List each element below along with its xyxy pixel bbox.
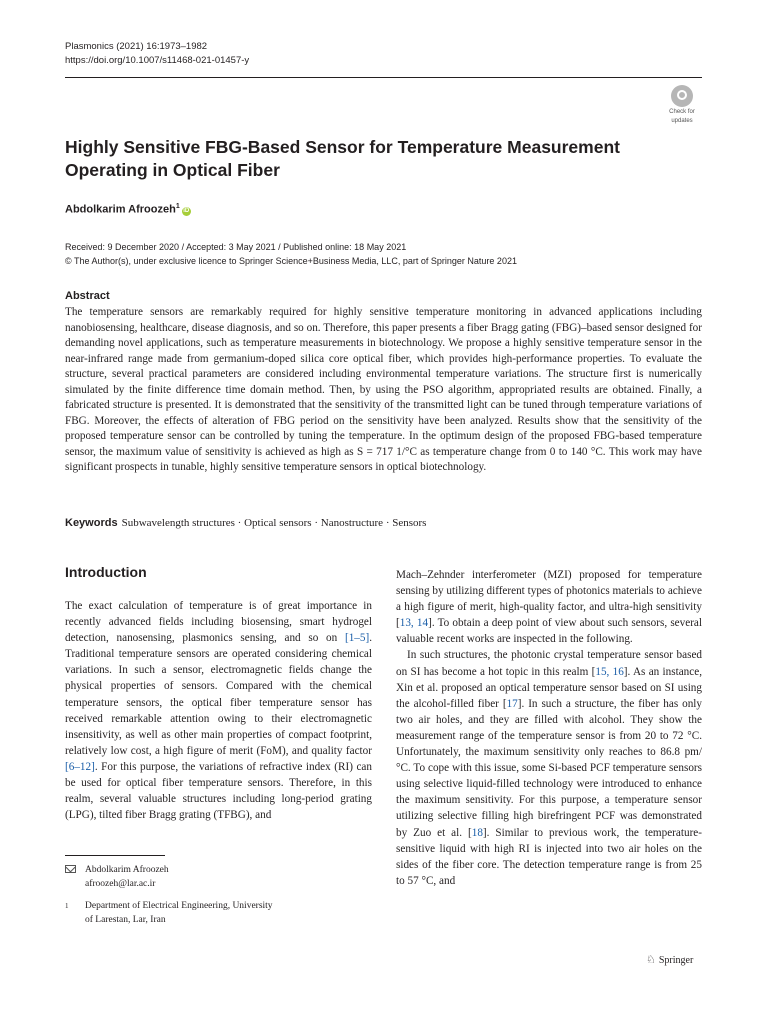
article-title: Highly Sensitive FBG-Based Sensor for Temperature Measurement Operating in Optical Fiber [65,137,620,180]
citation-link[interactable]: 18 [471,826,483,839]
introduction-heading: Introduction [65,564,147,580]
intro-paragraph: Mach–Zehnder interferometer (MZI) proposed for temperature sensing by utilizing different types of photonics materials to achieve a high figure of merit, high-quality factor, and ultra-high sensitivity [13, 14]. To obtain a deep point of view about such sensors, several valuable recent works are inspected in the following. [396,569,702,646]
corresponding-author-footnote [65,864,169,891]
intro-paragraph: In such structures, the photonic crystal temperature sensor based on SI has become a hot topic in this realm [15, 16]. As an instance, Xin et al. proposed an optical temperature sensor based on SI using the alcohol-filled fiber [17]. In such a structure, the fiber has only two air holes, and they are filled with alcohol. They show the measurement range of the temperature sensor is from 20 to 72 °C. Unfortunately, the maximum sensitivity only reaches to 86.8 pm/°C. To cope with this issue, some Si-based PCF temperature sensors using selective liquid-filled technology were introduced to enhance the maximum sensitivity. For this purpose, a temperature sensor utilizing selective filling high birefringent PCF was demonstrated by Zuo et al. [18]. Similar to previous work, the temperature-sensitive liquid with high RI is injected into two air holes on the sides of the fiber core. The detection temperature range is from 25 to 57 °C, and [396,649,702,887]
abstract-text: The temperature sensors are remarkably required for highly sensitive temperature monitoring in advanced applications including nanobiosensing, healthcare, disease diagnosis, and so on. Therefore, this paper presents a fiber Bragg gating (FBG)–based sensor designed for demanding novel applications, such as temperature measurements in biotechnology. We propose a highly sensitive temperature sensor in the near-infrared range made from germanium-doped silica core optical fiber, which provides high-performance properties. To evaluate the structure, several practical parameters are considered including environmental temperature variations. The structure first is numerically simulated by the finite difference time domain method. Then, by using the PSO algorithm, appropriated results are obtained. Finally, a fabricated structure is presented. It is demonstrated that the sensitivity of the transmitted light can be tuned through temperature variations of FBG. Moreover, the effects of alteration of FBG period on the sensitivity have been analyzed. Results show that the sensitivity of the proposed temperature sensor can be controlled by tuning the temperature. In the optimum design of the proposed FBG-based temperature sensor, the maximum value of sensitivity is achieved as high as S = 717 1/°C as temperature change from 0 to 140 °C. This work may have significant prospects in tunable, highly sensitive temperature sensors in optical biotechnology. [65,306,702,474]
journal-citation: Plasmonics (2021) 16:1973–1982 [65,41,208,52]
badge-line1: Check for [669,109,695,115]
author-affil-sup: 1 [175,203,180,210]
journal-header [65,40,249,68]
check-updates-icon [671,85,693,107]
abstract-heading: Abstract [65,290,110,302]
publication-history: Received: 9 December 2020 / Accepted: 3 May 2021 / Published online: 18 May 2021 [65,242,407,252]
doi-link[interactable]: https://doi.org/10.1007/s11468-021-01457-y [65,55,250,66]
footnote-divider [65,855,165,856]
badge-line2: updates [671,117,693,124]
author [65,203,191,216]
check-for-updates-badge[interactable] [662,85,702,125]
keywords [65,517,426,529]
article-dates [65,241,517,268]
contact-email[interactable]: afroozeh@lar.ac.ir [85,878,156,889]
header-divider [65,77,702,78]
copyright: © The Author(s), under exclusive licence to Springer Science+Business Media, LLC, part of Springer Nature 2021 [65,255,517,266]
publisher-logo [646,953,693,966]
citation-link[interactable]: [6–12] [65,760,95,773]
intro-left-column [65,598,372,823]
affiliation-footnote [65,900,345,927]
citation-link[interactable]: 17 [506,697,518,710]
orcid-icon[interactable]: iD [183,207,190,214]
affiliation-line1: Department of Electrical Engineering, University [85,901,273,911]
envelope-icon [65,865,76,873]
affiliation-line2: of Larestan, Lar, Iran [85,914,166,925]
keywords-text: Subwavelength structures · Optical sensors · Nanostructure · Sensors [121,517,427,529]
citation-link[interactable]: 15, 16 [595,665,624,678]
intro-right-column [396,567,702,889]
keywords-label: Keywords [65,517,118,529]
contact-name: Abdolkarim Afroozeh [85,865,169,875]
intro-paragraph: The exact calculation of temperature is of great importance in recently advanced fields including biosensing, smart hydrogel detection, nanosensing, plasmonics sensing, and so on [1–5]. Traditional temperature sensors are operated considering chemical variations. In such a sensor, electromagnetic fields change the physical properties of sensors. Compared with the chemical temperature sensors, the optical fiber temperature sensor has received remarkable attention owing to their electromagnetic insensitivity, as well as other main properties of compact footprint, relatively low cost, a high figure of merit (FoM), and quality factor [6–12]. For this purpose, the variations of refractive index (RI) can be used for optical fiber temperature sensors. Therefore, in this realm, several valuable structures including long-period grating (LPG), tilted fiber Bragg grating (TFBG), and [65,600,372,822]
author-name[interactable]: Abdolkarim Afroozeh [65,203,176,216]
citation-link[interactable]: [1–5] [344,632,370,645]
springer-horse-icon: ♘ [646,954,656,966]
publisher-name: Springer [658,955,694,966]
affiliation-number: 1 [65,902,69,910]
citation-link[interactable]: 13, 14 [399,617,429,630]
